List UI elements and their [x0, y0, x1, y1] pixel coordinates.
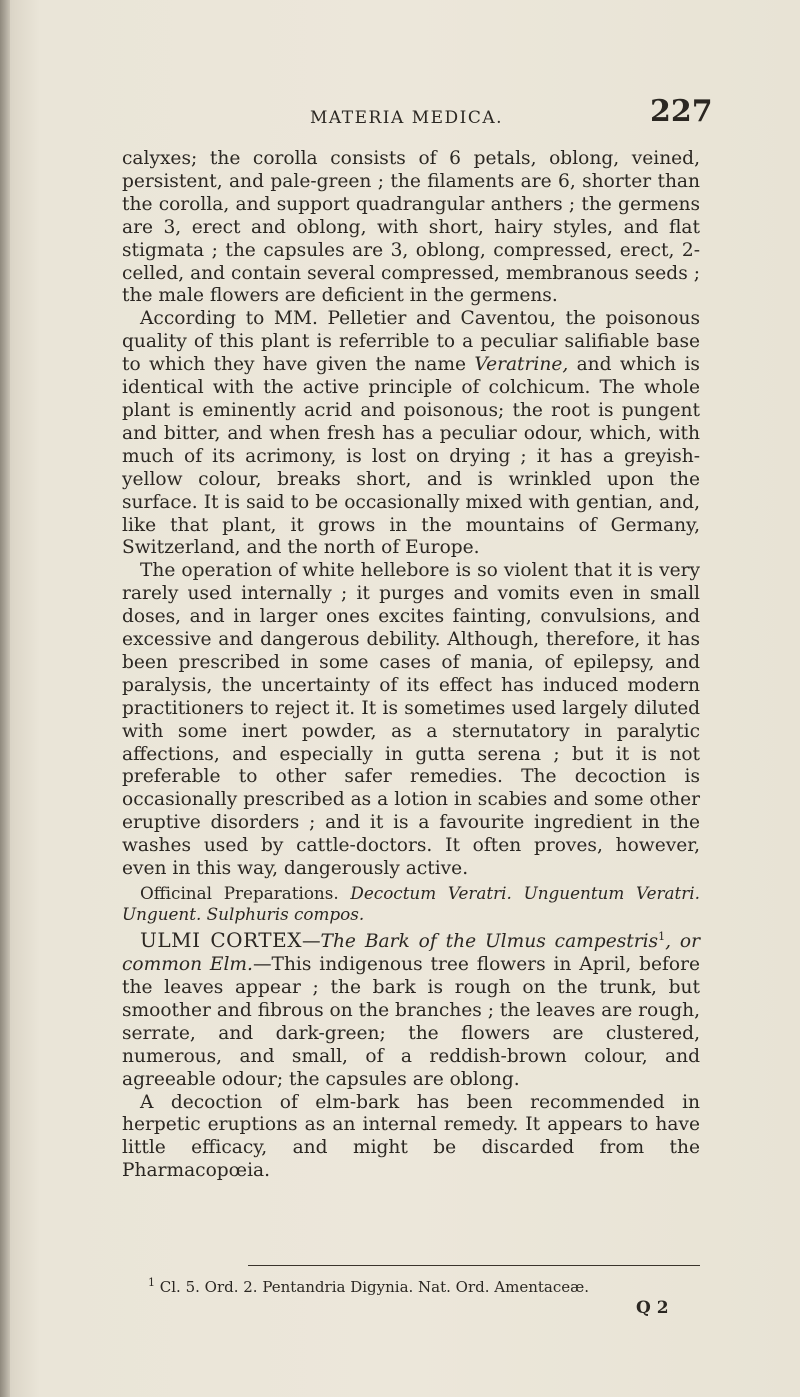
paragraph-text: According to MM. Pelletier and Caventou, the poisonous quality of this plant is referrible to a peculiar salifiable base to which they have given the name	[122, 308, 700, 376]
footnote-number: 1	[148, 1276, 155, 1289]
footnote	[148, 1276, 708, 1296]
paragraph-elm-decoction: A decoction of elm-bark has been recommended in herpetic eruptions as an internal remedy. It appears to have little efficacy, and might be discarded from the Pharmacopœia.	[122, 1091, 700, 1182]
paragraph-hellebore-operation: The operation of white hellebore is so violent that it is very rarely used internally ; it purges and vomits even in small doses, and in larger ones excites fainting, convulsions, and excessive and dangerous debility. Although, therefore, it has been prescribed in some cases of mania, of epilepsy, and paralysis, the uncertainty of its effect has induced modern practitioners to reject it. It is sometimes used largely diluted with some inert powder, as a sternutatory in paralytic affections, and especially in gutta serena ; but it is not preferable to other safer remedies. The decoction is occasionally prescribed as a lotion in scabies and some other eruptive disorders ; and it is a favourite ingredient in the washes used by cattle-doctors. It often proves, however, even in this way, dangerously active.	[122, 560, 700, 880]
section-ulmi-cortex	[122, 926, 700, 1092]
paragraph-text: and which is identical with the active principle of colchicum. The whole plant is eminently acrid and poisonous; the root is pungent and bitter, and when fresh has a peculiar odour, which, with much of its acrimony, is lost on drying ; it has a greyish-yellow colour, breaks short, and is wrinkled upon the surface. It is said to be occasionally mixed with gentian, and, like that plant, it grows in the mountains of Germany, Switzerland, and the north of Europe.	[122, 354, 700, 559]
paragraph-veratrine	[122, 308, 700, 560]
section-title: The Bark of the Ulmus campestris	[320, 931, 659, 953]
officinal-preparations	[122, 883, 700, 924]
officinal-label: Officinal Preparations.	[140, 883, 339, 903]
section-text: —This indigenous tree flowers in April, before the leaves appear ; the bark is rough on the trunk, but smoother and fibrous on the branches ; the leaves are rough, serrate, and dark-green; the flowers are clustered, numerous, and small, of a reddish-brown colour, and agreeable odour; the capsules are oblong.	[122, 954, 700, 1090]
officinal-items: Decoctum Veratri. Unguentum Veratri. Unguent. Sulphuris compos.	[122, 883, 700, 924]
paragraph-corolla: calyxes; the corolla consists of 6 petals, oblong, veined, persistent, and pale-green ; the filaments are 6, shorter than the corolla, and support quadrangular anthers ; the germens are 3, erect and oblong, with short, hairy styles, and flat stigmata ; the capsules are 3, oblong, compressed, erect, 2-celled, and contain several compressed, membranous seeds ; the male flowers are deficient in the germens.	[122, 148, 700, 307]
dash: —	[301, 931, 321, 953]
page-body	[122, 148, 700, 1183]
footnote-rule	[248, 1265, 700, 1266]
section-heading: ULMI CORTEX	[140, 928, 302, 953]
page-binding-edge	[0, 0, 10, 1397]
printer-signature: Q 2	[636, 1298, 669, 1318]
veratrine-name: Veratrine,	[474, 354, 569, 376]
page-number: 227	[650, 94, 713, 129]
common-name: , or common Elm.	[122, 931, 700, 976]
running-title: MATERIA MEDICA.	[310, 108, 504, 128]
footnote-marker: 1	[658, 930, 666, 943]
footnote-text: Cl. 5. Ord. 2. Pentandria Digynia. Nat. Ord. Amentaceæ.	[155, 1278, 589, 1296]
